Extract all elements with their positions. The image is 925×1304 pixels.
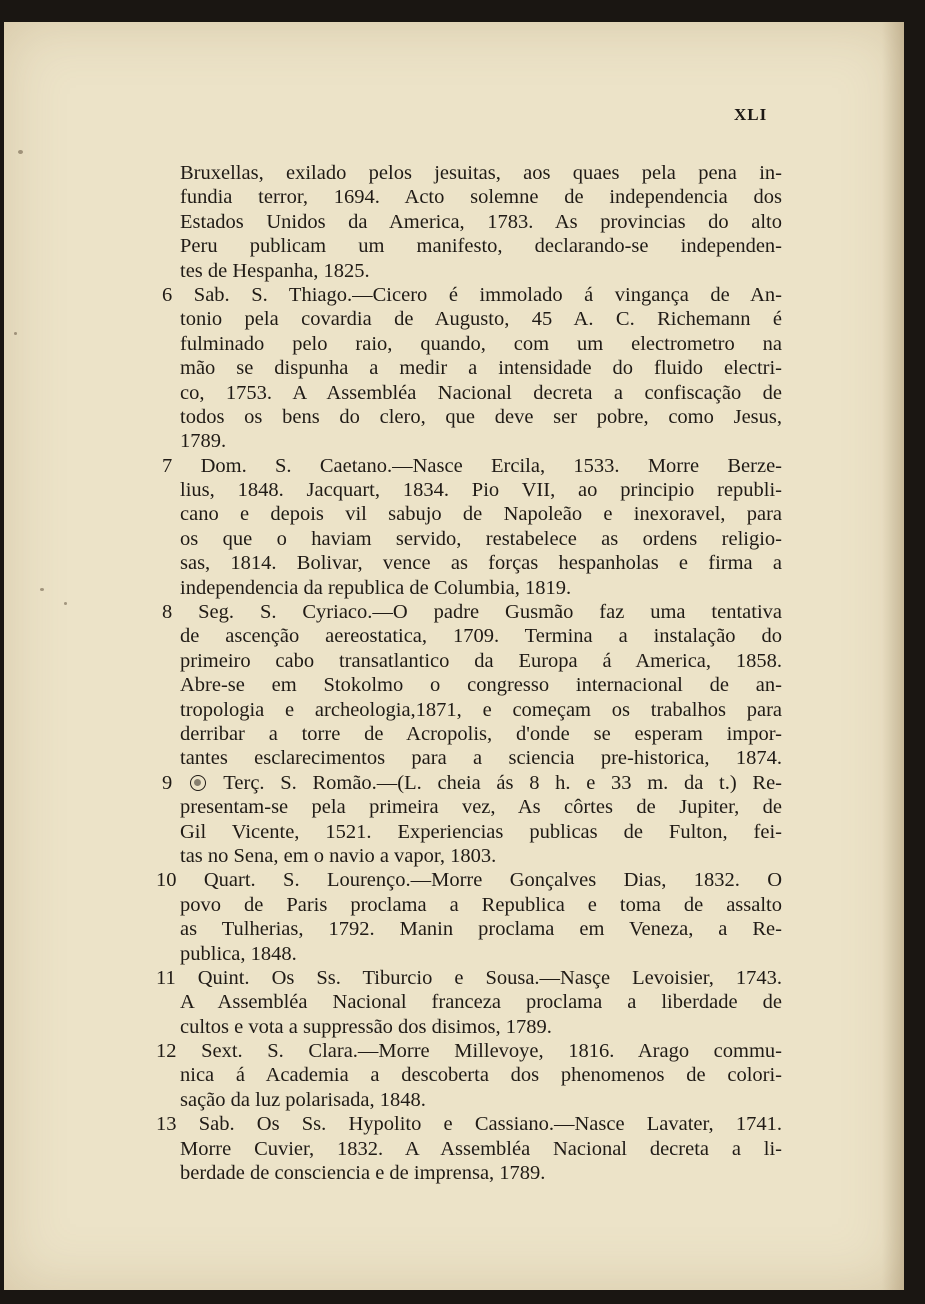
- text-line: todos os bens do clero, que deve ser pobre, como Jesus,: [180, 405, 782, 428]
- text-line: independencia da republica de Columbia, 1819.: [180, 576, 572, 599]
- text-line: Gil Vicente, 1521. Experiencias publicas de Fulton, fei-: [180, 820, 782, 843]
- full-moon-icon: [190, 775, 206, 791]
- text-line: publica, 1848.: [180, 942, 297, 965]
- text-line: tantes esclarecimentos para a sciencia pre-historica, 1874.: [180, 747, 782, 770]
- text-line: cultos e vota a suppressão dos disimos, 1789.: [180, 1015, 552, 1038]
- text-line: 1789.: [180, 430, 227, 453]
- text-line: sas, 1814. Bolivar, vence as forças hespanholas e firma a: [180, 552, 782, 575]
- text-line: A Assembléa Nacional franceza proclama a liberdade de: [180, 991, 782, 1014]
- text-line: derribar a torre de Acropolis, d'onde se esperam impor-: [180, 722, 782, 745]
- text-line: lius, 1848. Jacquart, 1834. Pio VII, ao principio republi-: [180, 479, 782, 502]
- body-text: [156, 161, 782, 1185]
- entry-day-10: 10 Quart. S. Lourenço.—Morre Gonçalves Dias, 1832. O: [156, 869, 782, 892]
- text-line: tas no Sena, em o navio a vapor, 1803.: [180, 844, 497, 867]
- text-line: co, 1753. A Assembléa Nacional decreta a confiscação de: [180, 381, 782, 404]
- text-line: os que o haviam servido, restabelece as ordens religio-: [180, 527, 782, 550]
- entry-day-7: 7 Dom. S. Caetano.—Nasce Ercila, 1533. Morre Berze-: [162, 454, 782, 477]
- page-edge-shadow: [882, 22, 904, 1290]
- entry-day-9: [156, 771, 782, 795]
- entry-day-9-text: Terç. S. Romão.—(L. cheia ás 8 h. e 33 m. da t.) Re-: [223, 771, 782, 794]
- text-line: Abre-se em Stokolmo o congresso internacional de an-: [180, 674, 782, 697]
- day-number: 9: [162, 771, 173, 794]
- text-line: Peru publicam um manifesto, declarando-se independen-: [180, 235, 782, 258]
- text-line: cano e depois vil sabujo de Napoleão e inexoravel, para: [180, 503, 782, 526]
- entry-day-13: 13 Sab. Os Ss. Hypolito e Cassiano.—Nasce Lavater, 1741.: [156, 1113, 782, 1136]
- text-line: tonio pela covardia de Augusto, 45 A. C. Richemann é: [180, 308, 782, 331]
- entry-day-11: 11 Quint. Os Ss. Tiburcio e Sousa.—Nasçe Levoisier, 1743.: [156, 966, 782, 989]
- text-line: as Tulherias, 1792. Manin proclama em Veneza, a Re-: [180, 918, 782, 941]
- text-line: Bruxellas, exilado pelos jesuitas, aos quaes pela pena in-: [180, 162, 782, 184]
- paper-speck: [64, 602, 67, 605]
- page-number: XLI: [734, 105, 768, 124]
- text-line: mão se dispunha a medir a intensidade do fluido electri-: [180, 357, 782, 380]
- entry-day-6: 6 Sab. S. Thiago.—Cicero é immolado á vingança de An-: [162, 283, 782, 306]
- text-line: berdade de consciencia e de imprensa, 1789.: [180, 1162, 546, 1185]
- text-line: Morre Cuvier, 1832. A Assembléa Nacional decreta a li-: [180, 1137, 782, 1160]
- text-line: tropologia e archeologia,1871, e começam os trabalhos para: [180, 698, 782, 721]
- entry-day-12: 12 Sext. S. Clara.—Morre Millevoye, 1816. Arago commu-: [156, 1040, 782, 1063]
- text-line: de ascenção aereostatica, 1709. Termina a instalação do: [180, 625, 782, 648]
- entry-day-8: 8 Seg. S. Cyriaco.—O padre Gusmão faz uma tentativa: [162, 601, 782, 624]
- text-line: presentam-se pela primeira vez, As côrtes de Jupiter, de: [180, 796, 782, 819]
- text-line: Estados Unidos da America, 1783. As provincias do alto: [180, 210, 782, 233]
- text-line: fulminado pelo raio, quando, com um electrometro na: [180, 332, 782, 355]
- paper-speck: [18, 150, 23, 154]
- paper-speck: [40, 588, 44, 591]
- text-line: tes de Hespanha, 1825.: [180, 259, 370, 282]
- text-line: povo de Paris proclama a Republica e toma de assalto: [180, 893, 782, 916]
- book-page: [4, 22, 904, 1290]
- text-line: primeiro cabo transatlantico da Europa á America, 1858.: [180, 649, 782, 672]
- text-line: fundia terror, 1694. Acto solemne de independencia dos: [180, 186, 782, 209]
- paper-speck: [14, 332, 17, 335]
- text-line: sação da luz polarisada, 1848.: [180, 1088, 426, 1111]
- text-line: nica á Academia a descoberta dos phenomenos de colori-: [180, 1064, 782, 1087]
